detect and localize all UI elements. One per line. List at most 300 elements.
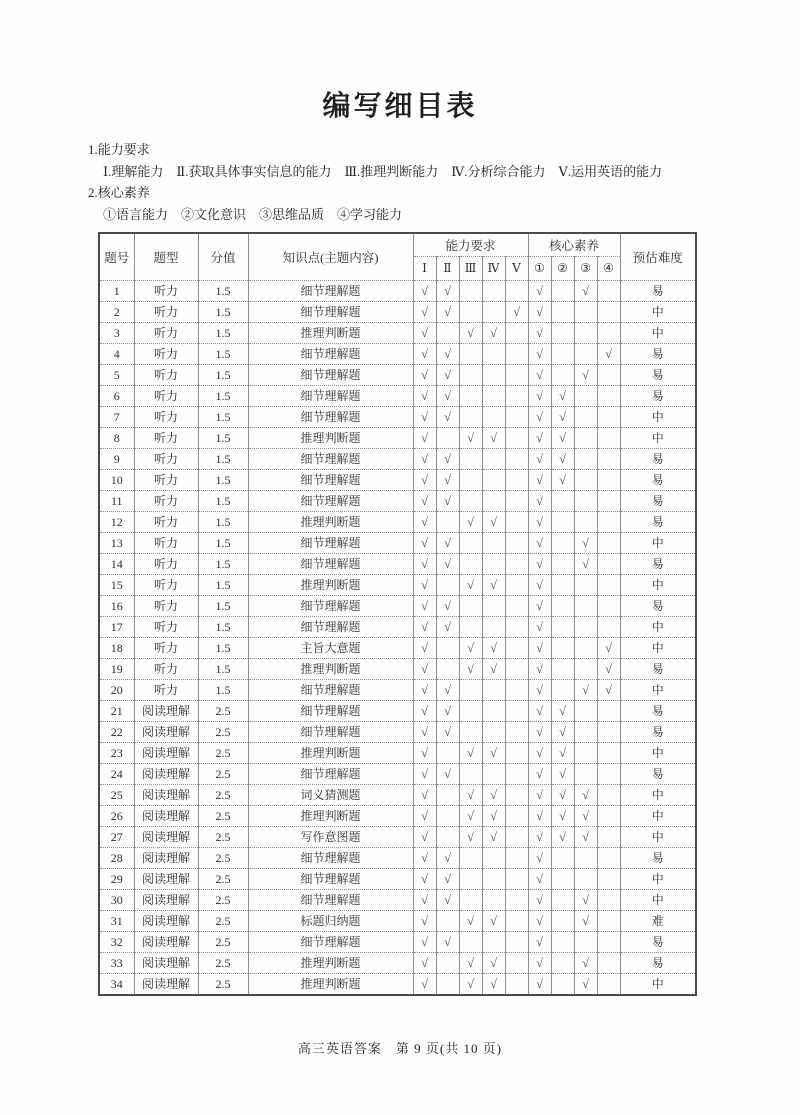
- cell-literacy-check-3: [574, 743, 597, 764]
- legend-notes: [88, 139, 728, 225]
- cell-ability-check-5: [505, 407, 528, 428]
- cell-question-type: 听力: [134, 407, 198, 428]
- cell-knowledge: 细节理解题: [248, 302, 413, 323]
- table-row: [99, 449, 696, 470]
- cell-literacy-check-4: [597, 764, 620, 785]
- cell-ability-check-5: [505, 785, 528, 806]
- cell-ability-check-1: √: [413, 407, 436, 428]
- cell-knowledge: 细节理解题: [248, 680, 413, 701]
- cell-ability-check-4: [482, 386, 505, 407]
- cell-literacy-check-2: √: [551, 701, 574, 722]
- cell-question-type: 听力: [134, 659, 198, 680]
- cell-literacy-check-2: [551, 491, 574, 512]
- cell-difficulty: 中: [620, 428, 696, 449]
- cell-literacy-check-4: [597, 533, 620, 554]
- cell-question-no: 9: [99, 449, 134, 470]
- cell-ability-check-1: √: [413, 785, 436, 806]
- cell-ability-check-1: √: [413, 512, 436, 533]
- cell-difficulty: 中: [620, 743, 696, 764]
- cell-question-type: 听力: [134, 638, 198, 659]
- cell-question-type: 听力: [134, 596, 198, 617]
- cell-literacy-check-3: [574, 638, 597, 659]
- cell-difficulty: 难: [620, 911, 696, 932]
- cell-ability-check-3: √: [459, 974, 482, 996]
- cell-difficulty: 易: [620, 386, 696, 407]
- cell-ability-check-5: [505, 974, 528, 996]
- cell-literacy-check-4: [597, 554, 620, 575]
- cell-ability-check-5: [505, 869, 528, 890]
- cell-literacy-check-2: [551, 890, 574, 911]
- cell-ability-check-1: √: [413, 932, 436, 953]
- cell-ability-check-1: √: [413, 596, 436, 617]
- header-literacy-group: 核心素养: [528, 233, 620, 257]
- cell-ability-check-3: √: [459, 953, 482, 974]
- cell-ability-check-4: √: [482, 428, 505, 449]
- cell-question-no: 33: [99, 953, 134, 974]
- table-row: [99, 407, 696, 428]
- cell-question-no: 8: [99, 428, 134, 449]
- cell-literacy-check-1: √: [528, 428, 551, 449]
- cell-question-no: 17: [99, 617, 134, 638]
- cell-score: 2.5: [198, 701, 248, 722]
- cell-question-no: 2: [99, 302, 134, 323]
- cell-question-type: 阅读理解: [134, 869, 198, 890]
- cell-literacy-check-1: √: [528, 680, 551, 701]
- cell-ability-check-1: √: [413, 743, 436, 764]
- cell-literacy-check-4: [597, 428, 620, 449]
- cell-question-type: 阅读理解: [134, 722, 198, 743]
- cell-literacy-check-3: √: [574, 953, 597, 974]
- cell-score: 1.5: [198, 491, 248, 512]
- cell-ability-check-1: √: [413, 953, 436, 974]
- cell-score: 1.5: [198, 575, 248, 596]
- cell-literacy-check-4: [597, 743, 620, 764]
- cell-difficulty: 中: [620, 785, 696, 806]
- cell-ability-check-4: √: [482, 575, 505, 596]
- cell-difficulty: 中: [620, 890, 696, 911]
- cell-ability-check-2: [436, 953, 459, 974]
- cell-literacy-check-4: [597, 848, 620, 869]
- cell-ability-check-2: [436, 911, 459, 932]
- cell-literacy-check-4: [597, 827, 620, 848]
- cell-ability-check-2: √: [436, 281, 459, 302]
- cell-question-type: 听力: [134, 428, 198, 449]
- cell-ability-check-5: [505, 365, 528, 386]
- core-literacy-items: ①语言能力 ②文化意识 ③思维品质 ④学习能力: [103, 206, 403, 222]
- cell-knowledge: 细节理解题: [248, 869, 413, 890]
- cell-literacy-check-3: [574, 869, 597, 890]
- cell-knowledge: 细节理解题: [248, 407, 413, 428]
- cell-ability-check-2: √: [436, 302, 459, 323]
- cell-ability-check-1: √: [413, 281, 436, 302]
- cell-literacy-check-3: [574, 701, 597, 722]
- cell-question-no: 10: [99, 470, 134, 491]
- cell-ability-check-5: [505, 596, 528, 617]
- cell-ability-check-2: [436, 743, 459, 764]
- cell-ability-check-5: [505, 512, 528, 533]
- cell-ability-check-1: √: [413, 722, 436, 743]
- table-row: [99, 806, 696, 827]
- cell-question-no: 34: [99, 974, 134, 996]
- cell-literacy-check-4: [597, 365, 620, 386]
- cell-score: 2.5: [198, 848, 248, 869]
- cell-question-no: 24: [99, 764, 134, 785]
- cell-question-no: 27: [99, 827, 134, 848]
- cell-literacy-check-4: [597, 722, 620, 743]
- table-row: [99, 848, 696, 869]
- header-ability-4: Ⅳ: [482, 257, 505, 281]
- cell-ability-check-3: [459, 302, 482, 323]
- cell-question-type: 听力: [134, 575, 198, 596]
- cell-ability-check-2: √: [436, 680, 459, 701]
- cell-ability-check-1: √: [413, 386, 436, 407]
- cell-score: 1.5: [198, 638, 248, 659]
- cell-knowledge: 细节理解题: [248, 617, 413, 638]
- cell-ability-check-5: [505, 848, 528, 869]
- cell-ability-check-4: √: [482, 911, 505, 932]
- table-row: [99, 638, 696, 659]
- cell-ability-check-2: [436, 785, 459, 806]
- cell-literacy-check-4: [597, 491, 620, 512]
- header-ability-1: Ⅰ: [413, 257, 436, 281]
- cell-ability-check-2: √: [436, 764, 459, 785]
- cell-knowledge: 推理判断题: [248, 974, 413, 996]
- cell-ability-check-3: √: [459, 512, 482, 533]
- cell-literacy-check-1: √: [528, 449, 551, 470]
- table-row: [99, 344, 696, 365]
- cell-question-no: 25: [99, 785, 134, 806]
- cell-literacy-check-2: [551, 911, 574, 932]
- cell-question-no: 11: [99, 491, 134, 512]
- cell-literacy-check-4: √: [597, 659, 620, 680]
- cell-knowledge: 细节理解题: [248, 848, 413, 869]
- cell-ability-check-4: [482, 596, 505, 617]
- cell-question-no: 14: [99, 554, 134, 575]
- cell-knowledge: 细节理解题: [248, 491, 413, 512]
- cell-ability-check-2: √: [436, 701, 459, 722]
- cell-question-no: 21: [99, 701, 134, 722]
- cell-ability-check-5: [505, 953, 528, 974]
- cell-knowledge: 细节理解题: [248, 722, 413, 743]
- cell-ability-check-1: √: [413, 827, 436, 848]
- cell-difficulty: 易: [620, 554, 696, 575]
- cell-ability-check-3: √: [459, 323, 482, 344]
- cell-ability-check-4: [482, 701, 505, 722]
- cell-literacy-check-3: [574, 848, 597, 869]
- cell-ability-check-5: [505, 344, 528, 365]
- cell-literacy-check-3: √: [574, 365, 597, 386]
- cell-knowledge: 细节理解题: [248, 554, 413, 575]
- cell-literacy-check-2: [551, 659, 574, 680]
- cell-literacy-check-3: [574, 407, 597, 428]
- cell-score: 2.5: [198, 806, 248, 827]
- cell-literacy-check-3: √: [574, 911, 597, 932]
- cell-score: 1.5: [198, 533, 248, 554]
- cell-literacy-check-3: [574, 428, 597, 449]
- cell-ability-check-3: [459, 869, 482, 890]
- cell-literacy-check-3: [574, 575, 597, 596]
- cell-literacy-check-2: √: [551, 743, 574, 764]
- cell-knowledge: 细节理解题: [248, 365, 413, 386]
- cell-ability-check-2: √: [436, 932, 459, 953]
- cell-ability-check-2: √: [436, 848, 459, 869]
- cell-literacy-check-1: √: [528, 890, 551, 911]
- cell-literacy-check-3: √: [574, 827, 597, 848]
- table-row: [99, 365, 696, 386]
- cell-question-type: 听力: [134, 449, 198, 470]
- cell-ability-check-5: [505, 449, 528, 470]
- cell-question-type: 阅读理解: [134, 743, 198, 764]
- cell-ability-check-2: √: [436, 596, 459, 617]
- cell-ability-check-4: √: [482, 806, 505, 827]
- cell-ability-check-1: √: [413, 911, 436, 932]
- header-ability-5: Ⅴ: [505, 257, 528, 281]
- cell-literacy-check-3: [574, 323, 597, 344]
- cell-literacy-check-4: √: [597, 344, 620, 365]
- cell-ability-check-1: √: [413, 344, 436, 365]
- cell-literacy-check-2: √: [551, 764, 574, 785]
- cell-difficulty: 中: [620, 869, 696, 890]
- cell-ability-check-2: [436, 428, 459, 449]
- cell-literacy-check-4: [597, 407, 620, 428]
- cell-difficulty: 中: [620, 575, 696, 596]
- cell-question-type: 听力: [134, 365, 198, 386]
- table-row: [99, 491, 696, 512]
- cell-question-no: 5: [99, 365, 134, 386]
- cell-ability-check-3: [459, 470, 482, 491]
- cell-ability-check-5: [505, 722, 528, 743]
- cell-ability-check-4: √: [482, 512, 505, 533]
- cell-difficulty: 易: [620, 365, 696, 386]
- header-difficulty: 预估难度: [620, 233, 696, 281]
- cell-literacy-check-2: [551, 869, 574, 890]
- cell-question-no: 16: [99, 596, 134, 617]
- header-question-no: 题号: [99, 233, 134, 281]
- cell-literacy-check-1: √: [528, 785, 551, 806]
- cell-ability-check-2: [436, 323, 459, 344]
- cell-question-type: 阅读理解: [134, 764, 198, 785]
- cell-literacy-check-3: [574, 722, 597, 743]
- cell-ability-check-5: [505, 806, 528, 827]
- cell-ability-check-4: √: [482, 953, 505, 974]
- cell-literacy-check-1: √: [528, 743, 551, 764]
- table-row: [99, 575, 696, 596]
- cell-question-no: 23: [99, 743, 134, 764]
- cell-question-type: 阅读理解: [134, 974, 198, 996]
- cell-literacy-check-1: √: [528, 512, 551, 533]
- cell-ability-check-2: [436, 806, 459, 827]
- cell-question-no: 4: [99, 344, 134, 365]
- cell-knowledge: 词义猜测题: [248, 785, 413, 806]
- cell-literacy-check-2: [551, 953, 574, 974]
- cell-literacy-check-2: [551, 680, 574, 701]
- table-row: [99, 974, 696, 996]
- cell-ability-check-3: √: [459, 638, 482, 659]
- cell-ability-check-4: [482, 491, 505, 512]
- cell-knowledge: 细节理解题: [248, 764, 413, 785]
- cell-literacy-check-3: [574, 470, 597, 491]
- header-ability-2: Ⅱ: [436, 257, 459, 281]
- cell-literacy-check-1: √: [528, 575, 551, 596]
- cell-question-type: 阅读理解: [134, 701, 198, 722]
- cell-ability-check-3: [459, 764, 482, 785]
- cell-question-no: 20: [99, 680, 134, 701]
- cell-difficulty: 易: [620, 449, 696, 470]
- cell-ability-check-1: √: [413, 806, 436, 827]
- cell-literacy-check-4: [597, 785, 620, 806]
- cell-difficulty: 易: [620, 512, 696, 533]
- cell-difficulty: 易: [620, 722, 696, 743]
- cell-ability-check-4: √: [482, 743, 505, 764]
- cell-ability-check-1: √: [413, 659, 436, 680]
- cell-question-no: 26: [99, 806, 134, 827]
- cell-ability-check-4: [482, 533, 505, 554]
- cell-question-type: 阅读理解: [134, 827, 198, 848]
- cell-score: 1.5: [198, 596, 248, 617]
- cell-literacy-check-2: √: [551, 407, 574, 428]
- ability-requirements-heading: 1.能力要求: [88, 142, 150, 157]
- cell-ability-check-2: √: [436, 386, 459, 407]
- cell-ability-check-3: [459, 680, 482, 701]
- cell-ability-check-4: [482, 848, 505, 869]
- cell-literacy-check-1: √: [528, 974, 551, 996]
- table-row: [99, 701, 696, 722]
- cell-literacy-check-2: [551, 554, 574, 575]
- cell-difficulty: 易: [620, 470, 696, 491]
- cell-ability-check-2: √: [436, 869, 459, 890]
- cell-literacy-check-2: √: [551, 722, 574, 743]
- cell-question-type: 听力: [134, 617, 198, 638]
- cell-ability-check-2: [436, 827, 459, 848]
- cell-ability-check-2: [436, 659, 459, 680]
- cell-knowledge: 细节理解题: [248, 890, 413, 911]
- header-ability-3: Ⅲ: [459, 257, 482, 281]
- cell-ability-check-4: [482, 344, 505, 365]
- cell-ability-check-3: [459, 407, 482, 428]
- cell-literacy-check-3: [574, 512, 597, 533]
- cell-ability-check-4: [482, 932, 505, 953]
- cell-question-no: 22: [99, 722, 134, 743]
- cell-score: 2.5: [198, 722, 248, 743]
- cell-literacy-check-1: √: [528, 659, 551, 680]
- cell-literacy-check-4: [597, 449, 620, 470]
- cell-ability-check-3: √: [459, 806, 482, 827]
- cell-literacy-check-4: [597, 617, 620, 638]
- cell-literacy-check-3: √: [574, 974, 597, 996]
- cell-literacy-check-2: √: [551, 806, 574, 827]
- cell-ability-check-5: [505, 533, 528, 554]
- cell-ability-check-3: [459, 554, 482, 575]
- cell-ability-check-1: √: [413, 575, 436, 596]
- cell-ability-check-5: [505, 554, 528, 575]
- cell-ability-check-2: √: [436, 554, 459, 575]
- cell-ability-check-5: [505, 764, 528, 785]
- cell-literacy-check-4: [597, 596, 620, 617]
- cell-ability-check-4: [482, 680, 505, 701]
- cell-literacy-check-3: √: [574, 890, 597, 911]
- cell-literacy-check-1: √: [528, 701, 551, 722]
- cell-knowledge: 推理判断题: [248, 512, 413, 533]
- cell-question-no: 13: [99, 533, 134, 554]
- table-row: [99, 764, 696, 785]
- cell-knowledge: 细节理解题: [248, 596, 413, 617]
- cell-question-no: 6: [99, 386, 134, 407]
- cell-score: 2.5: [198, 785, 248, 806]
- cell-difficulty: 易: [620, 764, 696, 785]
- table-row: [99, 512, 696, 533]
- cell-question-type: 听力: [134, 323, 198, 344]
- header-knowledge: 知识点(主题内容): [248, 233, 413, 281]
- cell-literacy-check-2: [551, 617, 574, 638]
- cell-literacy-check-2: √: [551, 827, 574, 848]
- cell-literacy-check-4: [597, 869, 620, 890]
- cell-knowledge: 细节理解题: [248, 533, 413, 554]
- cell-score: 1.5: [198, 428, 248, 449]
- cell-literacy-check-4: [597, 974, 620, 996]
- cell-literacy-check-4: [597, 512, 620, 533]
- cell-literacy-check-1: √: [528, 470, 551, 491]
- cell-ability-check-3: [459, 722, 482, 743]
- cell-ability-check-2: √: [436, 533, 459, 554]
- core-literacy-heading: 2.核心素养: [88, 185, 150, 200]
- cell-ability-check-5: [505, 911, 528, 932]
- cell-question-type: 听力: [134, 281, 198, 302]
- cell-literacy-check-1: √: [528, 302, 551, 323]
- cell-difficulty: 易: [620, 281, 696, 302]
- cell-score: 1.5: [198, 344, 248, 365]
- cell-ability-check-3: [459, 491, 482, 512]
- cell-ability-check-2: √: [436, 617, 459, 638]
- cell-knowledge: 细节理解题: [248, 701, 413, 722]
- cell-ability-check-1: √: [413, 449, 436, 470]
- table-row: [99, 554, 696, 575]
- header-literacy-4: ④: [597, 257, 620, 281]
- cell-ability-check-3: √: [459, 827, 482, 848]
- cell-question-no: 32: [99, 932, 134, 953]
- cell-knowledge: 细节理解题: [248, 470, 413, 491]
- cell-literacy-check-2: [551, 533, 574, 554]
- cell-ability-check-1: √: [413, 974, 436, 996]
- cell-ability-check-5: [505, 386, 528, 407]
- cell-ability-check-2: √: [436, 470, 459, 491]
- cell-ability-check-1: √: [413, 890, 436, 911]
- cell-ability-check-2: [436, 575, 459, 596]
- cell-ability-check-2: √: [436, 407, 459, 428]
- cell-ability-check-1: √: [413, 617, 436, 638]
- cell-ability-check-4: [482, 281, 505, 302]
- table-row: [99, 743, 696, 764]
- cell-literacy-check-4: [597, 911, 620, 932]
- cell-question-no: 15: [99, 575, 134, 596]
- cell-score: 1.5: [198, 659, 248, 680]
- table-row: [99, 953, 696, 974]
- header-question-type: 题型: [134, 233, 198, 281]
- table-row: [99, 323, 696, 344]
- table-row: [99, 890, 696, 911]
- cell-literacy-check-3: [574, 302, 597, 323]
- cell-literacy-check-2: [551, 974, 574, 996]
- cell-literacy-check-3: [574, 659, 597, 680]
- cell-ability-check-3: [459, 848, 482, 869]
- table-row: [99, 428, 696, 449]
- cell-question-type: 听力: [134, 491, 198, 512]
- cell-literacy-check-1: √: [528, 806, 551, 827]
- cell-question-type: 阅读理解: [134, 953, 198, 974]
- cell-difficulty: 中: [620, 827, 696, 848]
- table-row: [99, 386, 696, 407]
- cell-ability-check-4: √: [482, 659, 505, 680]
- cell-literacy-check-4: [597, 470, 620, 491]
